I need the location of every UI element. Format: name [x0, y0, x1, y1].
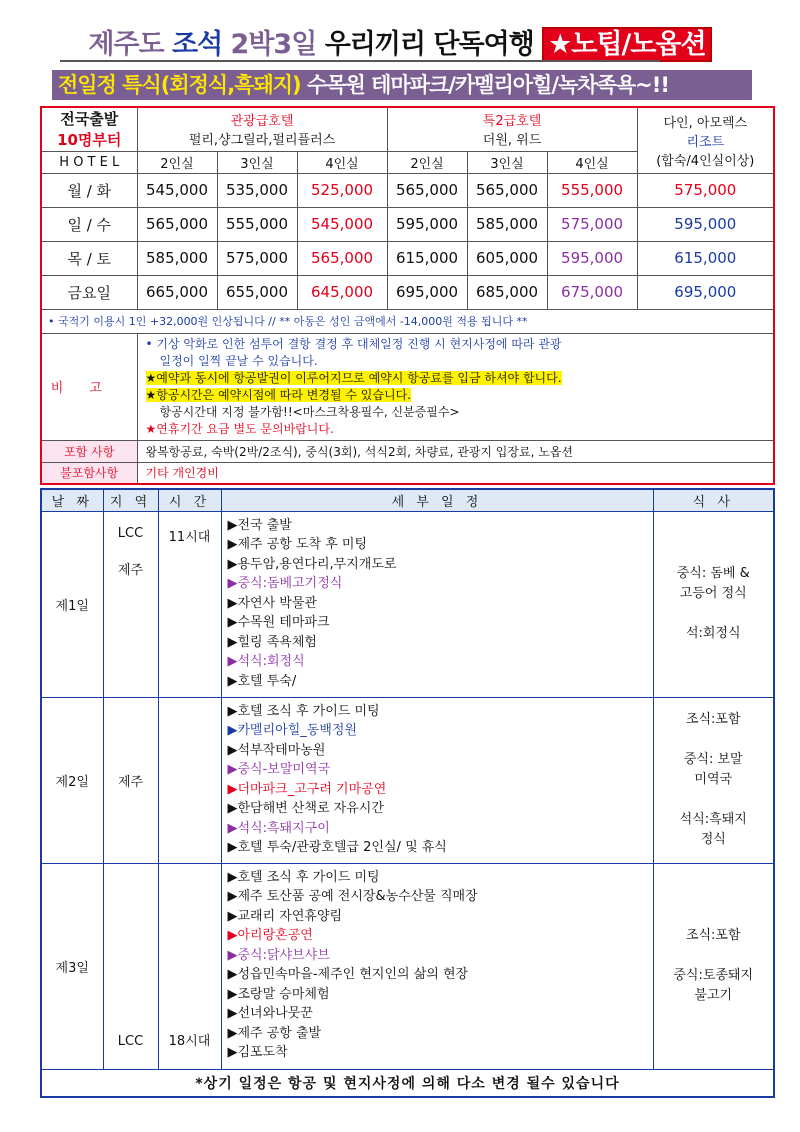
activity-item: ▶석식:흑돼지구이	[227, 820, 330, 836]
schedule-day-row	[41, 697, 774, 863]
meal-line: 조식:포함	[685, 712, 741, 727]
title-part-2: 조석	[171, 29, 223, 60]
activity-item: ▶석부작테마농원	[227, 742, 326, 758]
schedule-header: 식 사	[653, 489, 774, 511]
price-row	[41, 207, 774, 241]
meal-line: 중식: 돔베 &	[676, 566, 750, 581]
price-cell: 605,000	[467, 241, 547, 275]
day-label: 월 / 화	[41, 173, 137, 207]
title-part-4: 우리끼리 단독여행	[324, 29, 534, 60]
remark-line: ★연휴기간 요금 별도 문의바랍니다.	[145, 421, 334, 436]
price-cell: 595,000	[387, 207, 467, 241]
no-tip-badge: ★노팁/노옵션	[542, 27, 711, 62]
schedule-header: 세 부 일 정	[221, 489, 653, 511]
page-title	[40, 22, 760, 62]
price-cell: 585,000	[137, 241, 217, 275]
activity-item: ▶제주 토산품 공예 전시장&농수산물 직매장	[227, 889, 478, 904]
schedule-header: 지 역	[103, 489, 158, 511]
tourist-hotel-header	[137, 107, 387, 151]
room-type-cell: 4인실	[297, 151, 387, 173]
activity-item: ▶전국 출발	[227, 517, 292, 533]
resort-header	[637, 107, 774, 173]
tourist-hotel-title: 관광급호텔	[230, 114, 294, 130]
subtitle-part-1: 전일정 특식(회정식,흑돼지)	[58, 73, 301, 97]
meal-line: 정식	[700, 832, 726, 847]
room-type-cell: 2인실	[387, 151, 467, 173]
activity-item: ▶호텔 투숙/관광호텔급 2인실/ 및 휴식	[227, 840, 447, 855]
meal-line: 고등어 정식	[679, 586, 747, 601]
remark-line: 항공시간대 지정 불가함!!<마스크착용필수, 신분증필수>	[159, 404, 460, 419]
region-transport: LCC	[117, 525, 144, 541]
remarks-content	[137, 333, 774, 440]
activity-item: ▶성읍민속마을-제주인 현지인의 삶의 현장	[227, 967, 469, 982]
price-cell: 565,000	[387, 173, 467, 207]
activity-item: ▶호텔 조식 후 가이드 미팅	[227, 869, 380, 885]
remarks-label: 비고	[41, 333, 137, 440]
activity-item: ▶조랑말 승마체험	[227, 986, 330, 1002]
resort-title-line2: 리조트	[686, 134, 725, 150]
special-hotel-names: 더원, 위드	[482, 133, 542, 149]
price-cell: 615,000	[387, 241, 467, 275]
schedule-header: 시 간	[158, 489, 221, 511]
price-cell: 655,000	[217, 275, 297, 309]
activity-item: ▶한담해변 산책로 자유시간	[227, 801, 384, 816]
price-cell: 575,000	[217, 241, 297, 275]
departure-cell	[41, 107, 137, 151]
title-part-1: 제주도	[88, 29, 172, 60]
activity-item: ▶선녀와나뭇꾼	[227, 1006, 313, 1021]
price-cell: 565,000	[467, 173, 547, 207]
day-label: 금요일	[41, 275, 137, 309]
resort-names: (합숙/4인실이상)	[656, 153, 755, 169]
tourist-hotel-names: 펄리,샹그릴라,펄리플러스	[188, 133, 336, 149]
activity-item: ▶제주 공항 도착 후 미팅	[227, 537, 368, 552]
title-part-3: 2박3일	[222, 29, 325, 60]
day-number: 제3일	[41, 863, 103, 1069]
price-cell: 665,000	[137, 275, 217, 309]
price-cell: 555,000	[547, 173, 637, 207]
price-note: • 국적기 이용시 1인 +32,000원 인상됩니다 // ** 아동은 성인 금액에서 -14,000원 적용 됩니다 **	[41, 309, 774, 333]
departure-label: 전국출발	[60, 110, 119, 129]
subtitle-band	[52, 70, 752, 100]
price-cell: 555,000	[217, 207, 297, 241]
time-cell: 18시대	[158, 863, 221, 1069]
meal-line: 석:회정식	[685, 626, 741, 641]
price-table	[40, 106, 775, 485]
time-cell	[158, 697, 221, 863]
price-cell: 545,000	[137, 173, 217, 207]
price-cell: 545,000	[297, 207, 387, 241]
activity-item: ▶중식-보말미역국	[227, 762, 331, 777]
price-cell: 685,000	[467, 275, 547, 309]
room-type-cell: 3인실	[217, 151, 297, 173]
price-row	[41, 173, 774, 207]
activity-item: ▶석식:회정식	[227, 654, 305, 669]
activity-item: ▶더마파크_고구려 기마공연	[227, 781, 387, 797]
region-name: 제주	[103, 697, 158, 863]
price-cell: 525,000	[297, 173, 387, 207]
activity-item: ▶아리랑혼공연	[227, 928, 313, 943]
price-cell: 575,000	[547, 207, 637, 241]
schedule-day-row	[41, 511, 774, 697]
include-label: 포함 사항	[41, 440, 137, 462]
resort-title-line1: 다인, 아모렉스	[663, 115, 748, 131]
min-people-label: 10명부터	[57, 131, 122, 150]
region-cell	[103, 511, 158, 697]
price-cell: 675,000	[547, 275, 637, 309]
remark-line: • 기상 악화로 인한 섬투어 결항 결정 후 대체일정 진행 시 현지사정에 따라 관광	[145, 336, 562, 351]
price-cell: 615,000	[637, 241, 774, 275]
price-cell: 645,000	[297, 275, 387, 309]
activity-list	[221, 863, 653, 1069]
exclude-label: 불포함사항	[41, 462, 137, 484]
activity-item: ▶중식:돔베고기정식	[227, 576, 343, 591]
subtitle-part-2: 수목원 테마파크/카멜리아힐/녹차족욕~!!	[300, 73, 669, 97]
meal-cell	[653, 697, 774, 863]
remark-line: 일정이 일찍 끝날 수 있습니다.	[159, 353, 318, 368]
hotel-label: H O T E L	[41, 151, 137, 173]
price-row	[41, 275, 774, 309]
room-type-cell: 4인실	[547, 151, 637, 173]
activity-item: ▶교래리 자연휴양림	[227, 908, 343, 924]
schedule-header: 날 짜	[41, 489, 103, 511]
activity-item: ▶중식:닭샤브샤브	[227, 947, 330, 963]
activity-list	[221, 511, 653, 697]
price-row	[41, 241, 774, 275]
activity-item: ▶카멜리아힐_동백정원	[227, 723, 358, 738]
day-number: 제2일	[41, 697, 103, 863]
activity-item: ▶자연사 박물관	[227, 595, 317, 611]
region-name: 제주	[117, 562, 144, 578]
meal-cell	[653, 863, 774, 1069]
include-text: 왕복항공료, 숙박(2박/2조식), 중식(3회), 석식2회, 차량료, 관광지 입장료, 노옵션	[137, 440, 774, 462]
schedule-header-row	[41, 489, 774, 511]
activity-item: ▶용두암,용연다리,무지개도로	[227, 556, 397, 572]
region-transport: LCC	[103, 863, 158, 1069]
activity-item: ▶호텔 투숙/	[227, 673, 297, 689]
schedule-table	[40, 488, 775, 1098]
price-cell: 565,000	[297, 241, 387, 275]
special-hotel-title: 특2급호텔	[482, 114, 542, 130]
price-cell: 595,000	[637, 207, 774, 241]
activity-item: ▶제주 공항 출발	[227, 1025, 322, 1041]
title-underline	[60, 60, 660, 62]
schedule-footer-note: *상기 일정은 항공 및 현지사정에 의해 다소 변경 될수 있습니다	[41, 1069, 774, 1097]
exclude-text: 기타 개인경비	[137, 462, 774, 484]
activity-item: ▶수목원 테마파크	[227, 615, 330, 630]
activity-item: ▶김포도착	[227, 1045, 288, 1060]
price-cell: 595,000	[547, 241, 637, 275]
price-cell: 585,000	[467, 207, 547, 241]
special-hotel-header	[387, 107, 637, 151]
activity-list	[221, 697, 653, 863]
schedule-day-row	[41, 863, 774, 1069]
day-label: 일 / 수	[41, 207, 137, 241]
remark-line: ★예약과 동시에 항공발권이 이루어지므로 예약시 항공료를 입금 하셔야 합니다.	[145, 370, 562, 385]
meal-line: 중식: 보말	[683, 752, 743, 767]
day-label: 목 / 토	[41, 241, 137, 275]
price-cell: 575,000	[637, 173, 774, 207]
price-cell: 535,000	[217, 173, 297, 207]
meal-line: 조식:포함	[685, 928, 741, 943]
price-cell: 565,000	[137, 207, 217, 241]
time-cell: 11시대	[158, 511, 221, 697]
activity-item: ▶호텔 조식 후 가이드 미팅	[227, 703, 380, 719]
meal-cell	[653, 511, 774, 697]
room-type-cell: 3인실	[467, 151, 547, 173]
price-cell: 695,000	[387, 275, 467, 309]
price-cell: 695,000	[637, 275, 774, 309]
activity-item: ▶힐링 족욕체험	[227, 634, 317, 650]
meal-line: 불고기	[694, 988, 733, 1003]
remark-line: ★항공시간은 예약시점에 따라 변경될 수 있습니다.	[145, 387, 411, 402]
meal-line: 중식:토종돼지	[673, 968, 754, 983]
day-number: 제1일	[41, 511, 103, 697]
meal-line: 석식:흑돼지	[679, 812, 747, 827]
meal-line: 미역국	[694, 772, 733, 787]
room-type-cell: 2인실	[137, 151, 217, 173]
